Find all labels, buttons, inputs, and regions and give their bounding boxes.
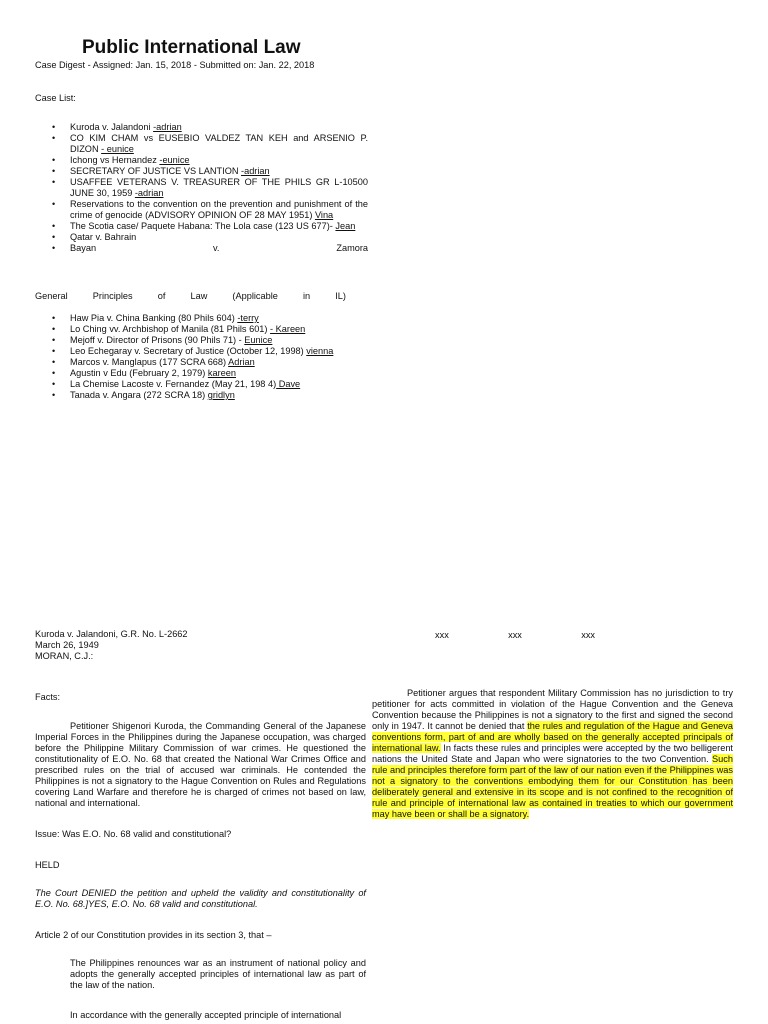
article-intro: Article 2 of our Constitution provides in its section 3, that – xyxy=(35,930,272,940)
text-run: Petitioner argues that respondent Military Commission has no jurisdiction to try petitioner for acts committed in violation of the Hague Convention and the Geneva Convention because the Philippines is not a signatory to the first and signed the second only in 1947. It cannot be denied that xyxy=(372,688,733,731)
case-title: Mejoff v. Director of Prisons (90 Phils 71) - xyxy=(70,335,245,345)
list-item xyxy=(52,346,368,357)
document-subtitle: Case Digest - Assigned: Jan. 15, 2018 - Submitted on: Jan. 22, 2018 xyxy=(35,60,315,70)
word: Zamora xyxy=(336,243,368,253)
case-title: Agustin v Edu (February 2, 1979) xyxy=(70,368,208,378)
list-item xyxy=(52,177,368,199)
facts-paragraph: Petitioner Shigenori Kuroda, the Commanding General of the Japanese Imperial Forces in the Philippines during the Japanese occupation, was charged before the Philippine Military Commission of war crimes. He questioned the constitutionality of E.O. No. 68 that created the National War Crimes Office and prescribed rules on the trial of accused war criminals. He contended the Philippines is not a signatory to the Hague Convention on Rules and Regulations covering Land Warfare and therefore he is charged of crimes not based on law, national and international. xyxy=(35,721,366,808)
word: General xyxy=(35,291,68,301)
assignee-link[interactable]: -terry xyxy=(237,313,259,323)
word: Principles xyxy=(92,291,133,301)
constitution-quote: The Philippines renounces war as an instrument of national policy and adopts the generally accepted principles of international law as part of the law of the nation. xyxy=(70,958,366,990)
list-item xyxy=(52,379,368,390)
highlighted-text: the rules and regulation of the Hague and Geneva conventions form, part of and are wholly based on the generally accepted principals of international law. xyxy=(372,721,733,753)
list-item xyxy=(52,357,368,368)
list-item xyxy=(52,133,368,155)
facts-label: Facts: xyxy=(35,692,61,702)
case-ponente: MORAN, C.J.: xyxy=(35,651,94,661)
assignee-link[interactable]: kareen xyxy=(207,368,236,378)
separator: xxx xyxy=(581,630,595,640)
assignee-link[interactable]: - Kareen xyxy=(270,324,306,334)
word: in xyxy=(302,291,311,301)
list-item xyxy=(52,155,368,166)
held-paragraph: The Court DENIED the petition and upheld the validity and constitutionality of E.O. No. 68.]YES, E.O. No. 68 valid and constitutional. xyxy=(35,888,366,909)
spread-line xyxy=(70,243,368,254)
list-item xyxy=(52,221,368,232)
assignee-link[interactable]: Eunice xyxy=(244,335,273,345)
right-column-paragraph xyxy=(372,688,733,820)
assignee-link[interactable]: vienna xyxy=(306,346,334,356)
case-list-label: Case List: xyxy=(35,93,76,103)
word: of xyxy=(157,291,166,301)
assignee-link[interactable]: Vina xyxy=(314,210,334,220)
word: v. xyxy=(212,243,220,253)
assignee-link[interactable]: -adrian xyxy=(241,166,270,176)
list-item xyxy=(52,199,368,221)
case-title: CO KIM CHAM vs EUSEBIO VALDEZ TAN KEH and ARSENIO P. DIZON xyxy=(70,133,368,154)
case-title: Reservations to the convention on the prevention and punishment of the crime of genocide (ADVISORY OPINION OF 28 MAY 1951) xyxy=(70,199,368,220)
list-item xyxy=(52,122,368,133)
list-item xyxy=(52,335,368,346)
case-title: Haw Pia v. China Banking (80 Phils 604) xyxy=(70,313,238,323)
case-citation: Kuroda v. Jalandoni, G.R. No. L-2662 xyxy=(35,629,188,639)
list-item xyxy=(52,243,368,254)
word: • Bayan xyxy=(70,243,97,253)
case-heading xyxy=(35,629,335,662)
assignee-link[interactable]: Adrian xyxy=(228,357,255,367)
separator: xxx xyxy=(435,630,449,640)
general-principles-list xyxy=(52,313,368,401)
case-date: March 26, 1949 xyxy=(35,640,99,650)
assignee-link[interactable]: Jean xyxy=(335,221,356,231)
document-title: Public International Law xyxy=(82,37,301,58)
list-item xyxy=(52,390,368,401)
issue-line: Issue: Was E.O. No. 68 valid and constitutional? xyxy=(35,829,232,839)
case-title: USAFFEE VETERANS V. TREASURER OF THE PHILS GR L-10500 JUNE 30, 1959 xyxy=(70,177,368,198)
case-title: La Chemise Lacoste v. Fernandez (May 21, 198 4) xyxy=(70,379,277,389)
assignee-link[interactable]: gridlyn xyxy=(207,390,235,400)
case-title: Tanada v. Angara (272 SCRA 18) xyxy=(70,390,208,400)
list-item xyxy=(52,313,368,324)
case-title: Lo Ching vv. Archbishop of Manila (81 Phils 601) xyxy=(70,324,271,334)
word: (Applicable xyxy=(232,291,278,301)
text-run: In facts these rules and principles were accepted by the two belligerent nations the United State and Japan who were signatories to the two Convention. xyxy=(372,743,733,764)
word: Law xyxy=(190,291,208,301)
case-title: The Scotia case/ Paquete Habana: The Lola case (123 US 677)- xyxy=(70,221,336,231)
list-item xyxy=(52,232,368,243)
held-label: HELD xyxy=(35,860,60,870)
case-title: SECRETARY OF JUSTICE VS LANTION xyxy=(70,166,242,176)
list-item xyxy=(52,368,368,379)
separator: xxx xyxy=(508,630,522,640)
case-title: Qatar v. Bahrain xyxy=(70,232,137,242)
case-title: Kuroda v. Jalandoni xyxy=(70,122,154,132)
word: IL) xyxy=(335,291,346,301)
assignee-link[interactable]: Dave xyxy=(276,379,301,389)
case-list xyxy=(52,122,368,254)
case-title: Leo Echegaray v. Secretary of Justice (October 12, 1998) xyxy=(70,346,307,356)
accordance-paragraph: In accordance with the generally accepted principle of international xyxy=(70,1010,342,1020)
list-item xyxy=(52,166,368,177)
case-title: Marcos v. Manglapus (177 SCRA 668) xyxy=(70,357,229,367)
list-item xyxy=(52,324,368,335)
highlighted-text: Such rule and principles therefore form part of the law of our nation even if the Philippines was not a signatory to the conventions embodying them for our Constitution has been deliberately general and extensive in its scope and is not confined to the recognition of rule and principle of international law as contained in treaties to which our government may have been or shall be a signatory. xyxy=(372,754,733,819)
case-title: Ichong vs Hernandez xyxy=(70,155,160,165)
assignee-link[interactable]: -adrian xyxy=(134,188,164,198)
assignee-link[interactable]: -adrian xyxy=(153,122,182,132)
separator-row xyxy=(435,630,595,641)
assignee-link[interactable]: -eunice xyxy=(159,155,190,165)
general-principles-heading xyxy=(35,291,346,302)
assignee-link[interactable]: - eunice xyxy=(101,144,134,154)
